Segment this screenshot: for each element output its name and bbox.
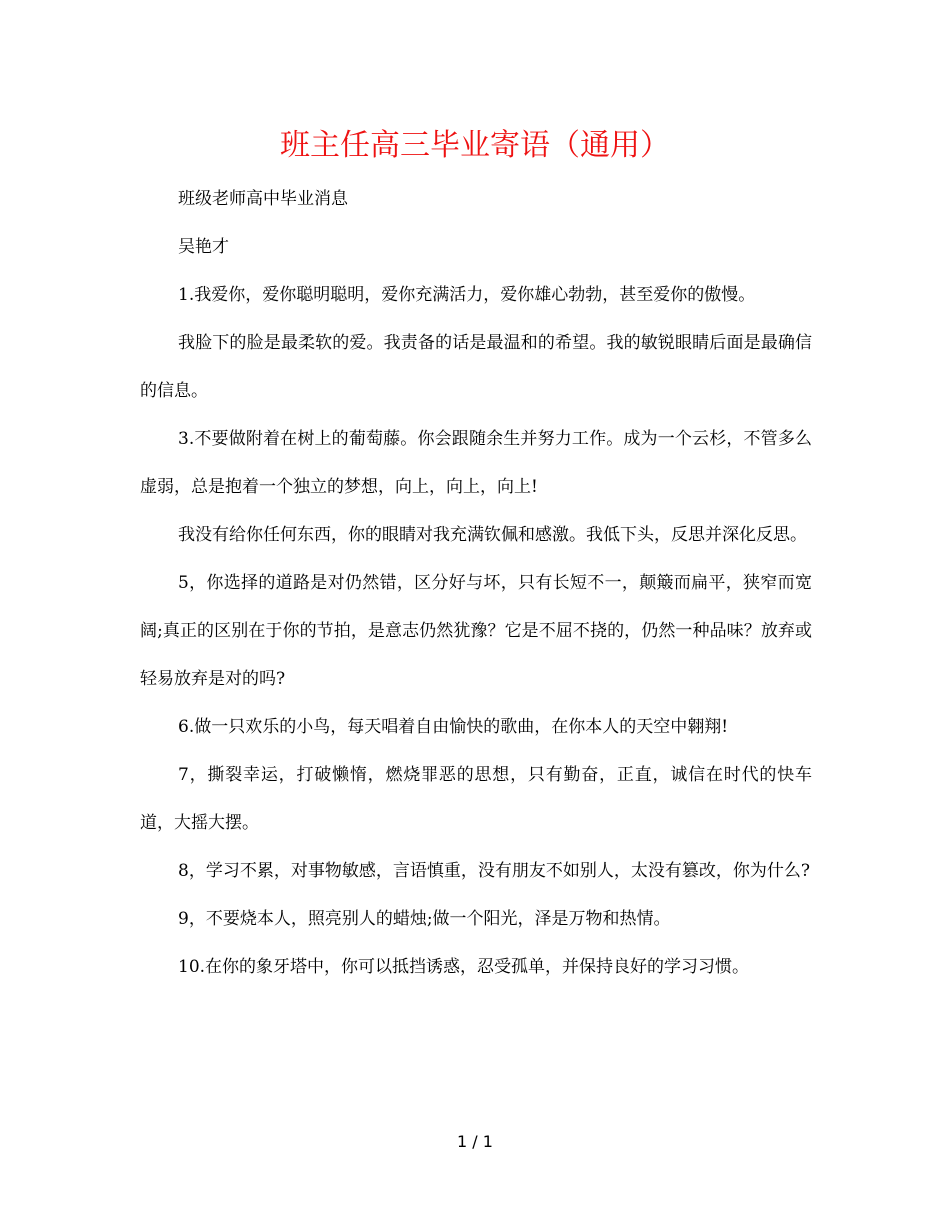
author-paragraph: 吴艳才 [178, 237, 229, 257]
body-paragraph: 我没有给你任何东西，你的眼睛对我充满钦佩和感激。我低下头，反思并深化反思。 [178, 525, 807, 545]
document-title: 班主任高三毕业寄语（通用） [280, 128, 670, 163]
body-paragraph: 9，不要烧本人，照亮别人的蜡烛;做一个阳光，泽是万物和热情。 [178, 909, 671, 929]
body-paragraph: 1.我爱你，爱你聪明聪明，爱你充满活力，爱你雄心勃勃，甚至爱你的傲慢。 [178, 285, 756, 305]
body-paragraph: 7，撕裂幸运，打破懒惰，燃烧罪恶的思想，只有勤奋，正直，诚信在时代的快车道，大摇大摆。 [140, 765, 812, 833]
body-paragraph: 5，你选择的道路是对仍然错，区分好与坏，只有长短不一，颠簸而扁平，狭窄而宽阔;真正的区别在于你的节拍，是意志仍然犹豫？它是不屈不挠的，仍然一种品味？放弃或轻易放弃是对的吗? [140, 573, 812, 689]
page-indicator: 1 / 1 [457, 1132, 493, 1151]
subtitle-paragraph: 班级老师高中毕业消息 [178, 189, 348, 209]
body-paragraph: 6.做一只欢乐的小鸟，每天唱着自由愉快的歌曲，在你本人的天空中翱翔! [178, 717, 729, 737]
body-paragraph: 8，学习不累，对事物敏感，言语慎重，没有朋友不如别人，太没有篡改，你为什么? [178, 861, 810, 881]
body-paragraph: 10.在你的象牙塔中，你可以抵挡诱惑，忍受孤单，并保持良好的学习习惯。 [178, 957, 750, 977]
body-paragraph: 3.不要做附着在树上的葡萄藤。你会跟随余生并努力工作。成为一个云杉，不管多么虚弱，总是抱着一个独立的梦想，向上，向上，向上! [140, 429, 812, 497]
document-body [140, 175, 812, 991]
body-paragraph: 我脸下的脸是最柔软的爱。我责备的话是最温和的希望。我的敏锐眼睛后面是最确信的信息。 [140, 333, 812, 401]
